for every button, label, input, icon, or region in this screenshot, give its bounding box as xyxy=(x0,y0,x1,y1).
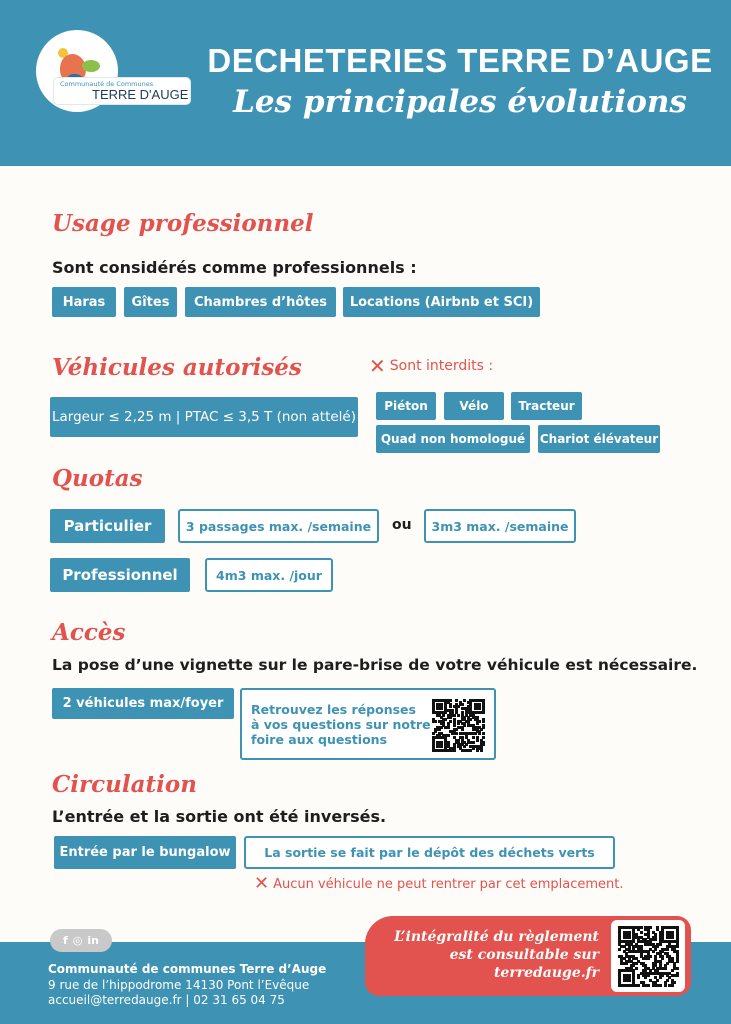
qr-module xyxy=(676,974,679,977)
qr-module xyxy=(659,984,662,987)
qr-module xyxy=(438,728,441,731)
quota-or: ou xyxy=(392,517,412,533)
acces-vehicles-max: 2 véhicules max/foyer xyxy=(52,688,234,719)
qr-module xyxy=(482,732,485,735)
qr-module xyxy=(618,948,621,951)
qr-module xyxy=(463,745,466,748)
qr-module xyxy=(478,707,481,710)
qr-module xyxy=(628,979,631,982)
qr-module xyxy=(644,976,647,979)
qr-module xyxy=(628,936,631,939)
page-subtitle: Les principales évolutions xyxy=(233,84,687,120)
reglement-qr-frame xyxy=(611,920,685,992)
section-title-usage: Usage professionnel xyxy=(52,210,314,237)
cross-icon: ✕ xyxy=(254,873,270,894)
qr-module xyxy=(440,707,443,710)
footer-org: Communauté de communes Terre d’Auge xyxy=(48,962,327,976)
qr-module xyxy=(476,739,479,742)
footer-contact[interactable]: accueil@terredauge.fr | 02 31 65 04 75 xyxy=(48,993,285,1007)
forbidden-tracteur: Tracteur xyxy=(511,392,582,420)
qr-module xyxy=(472,736,475,739)
reglement-line-2: est consultable sur xyxy=(449,947,599,963)
tag-locations: Locations (Airbnb et SCI) xyxy=(343,287,540,317)
qr-module xyxy=(647,957,650,960)
facebook-icon[interactable]: f xyxy=(62,934,68,947)
quota-pro-volume: 4m3 max. /jour xyxy=(205,558,333,592)
qr-module xyxy=(476,749,479,752)
tag-chambres-hotes: Chambres d’hôtes xyxy=(185,287,336,317)
qr-module xyxy=(472,741,475,744)
logo-leaf-shape xyxy=(82,60,100,72)
reglement-line-1: L’intégralité du règlement xyxy=(394,929,599,945)
qr-module xyxy=(432,732,435,735)
quota-particulier-passages: 3 passages max. /semaine xyxy=(178,509,379,543)
qr-module xyxy=(654,938,657,941)
qr-module xyxy=(476,722,479,725)
qr-module xyxy=(664,967,667,970)
circulation-warning-text: Aucun véhicule ne peut rentrer par cet emplacement. xyxy=(273,876,624,892)
qr-module xyxy=(457,722,460,725)
cross-icon: ✕ xyxy=(369,354,386,378)
qr-module xyxy=(478,732,481,735)
circulation-warning xyxy=(254,875,624,893)
qr-module xyxy=(440,745,443,748)
reglement-link[interactable]: terredauge.fr xyxy=(493,965,599,981)
section-title-quotas: Quotas xyxy=(52,465,143,492)
qr-module xyxy=(453,724,456,727)
qr-module xyxy=(671,984,674,987)
forbidden-pieton: Piéton xyxy=(376,392,436,420)
forbidden-chariot: Chariot élévateur xyxy=(538,425,660,453)
qr-module xyxy=(640,931,643,934)
faq-line-3: foire aux questions xyxy=(251,732,388,747)
tag-haras: Haras xyxy=(52,287,116,317)
forbidden-header xyxy=(369,356,493,376)
qr-module xyxy=(453,749,456,752)
section-title-vehicules: Véhicules autorisés xyxy=(52,354,302,381)
social-icons xyxy=(50,929,112,952)
qr-module xyxy=(447,726,450,729)
usage-intro: Sont considérés comme professionnels : xyxy=(52,258,417,277)
qr-module xyxy=(637,984,640,987)
qr-module xyxy=(482,720,485,723)
faq-line-2: à vos questions sur notre xyxy=(251,717,431,732)
section-title-circulation: Circulation xyxy=(52,771,197,798)
reglement-qr-code[interactable] xyxy=(618,926,678,986)
footer-address: 9 rue de l’hippodrome 14130 Pont l’Evêque xyxy=(48,978,310,992)
qr-module xyxy=(482,711,485,714)
qr-module xyxy=(453,714,456,717)
qr-module xyxy=(474,732,477,735)
forbidden-quad: Quad non homologué xyxy=(376,425,530,453)
qr-module xyxy=(652,950,655,953)
vehicule-limits: Largeur ≤ 2,25 m | PTAC ≤ 3,5 T (non attelé) xyxy=(50,397,358,437)
qr-module xyxy=(647,984,650,987)
faq-text xyxy=(251,702,431,747)
reglement-text xyxy=(371,928,599,982)
forbidden-velo: Vélo xyxy=(444,392,504,420)
qr-module xyxy=(457,714,460,717)
quota-particulier-volume: 3m3 max. /semaine xyxy=(424,509,576,543)
qr-module xyxy=(455,699,458,702)
reglement-box xyxy=(365,916,691,996)
circulation-exit: La sortie se fait par le dépôt des déchets verts xyxy=(244,836,615,869)
qr-module xyxy=(449,705,452,708)
logo-label xyxy=(54,78,190,104)
faq-qr-code[interactable] xyxy=(432,699,484,751)
qr-module xyxy=(637,976,640,979)
instagram-icon[interactable]: ◎ xyxy=(72,934,83,947)
tag-gites: Gîtes xyxy=(124,287,177,317)
quota-pro-label: Professionnel xyxy=(50,558,190,592)
page-title: DECHETERIES TERRE D’AUGE xyxy=(207,42,713,79)
qr-module xyxy=(676,967,679,970)
section-title-acces: Accès xyxy=(52,619,126,646)
quota-particulier-label: Particulier xyxy=(50,509,165,543)
qr-module xyxy=(625,962,628,965)
logo-text: TERRE D'AUGE xyxy=(92,87,189,102)
qr-module xyxy=(480,749,483,752)
qr-module xyxy=(664,984,667,987)
forbidden-label: Sont interdits : xyxy=(389,358,494,374)
acces-text: La pose d’une vignette sur le pare-brise de votre véhicule est nécessaire. xyxy=(52,656,698,674)
circulation-entry: Entrée par le bungalow xyxy=(54,836,236,869)
logo-small-text: Communauté de Communes xyxy=(60,80,154,88)
qr-module xyxy=(671,936,674,939)
qr-module xyxy=(461,728,464,731)
faq-line-1: Retrouvez les réponses xyxy=(251,702,416,717)
linkedin-icon[interactable]: in xyxy=(87,934,99,947)
qr-module xyxy=(666,948,669,951)
faq-box[interactable] xyxy=(240,688,496,760)
circulation-text: L’entrée et la sortie ont été inversés. xyxy=(52,807,387,826)
qr-module xyxy=(461,703,464,706)
qr-module xyxy=(434,720,437,723)
qr-module xyxy=(455,732,458,735)
qr-module xyxy=(449,716,452,719)
qr-module xyxy=(463,699,466,702)
qr-module xyxy=(469,749,472,752)
